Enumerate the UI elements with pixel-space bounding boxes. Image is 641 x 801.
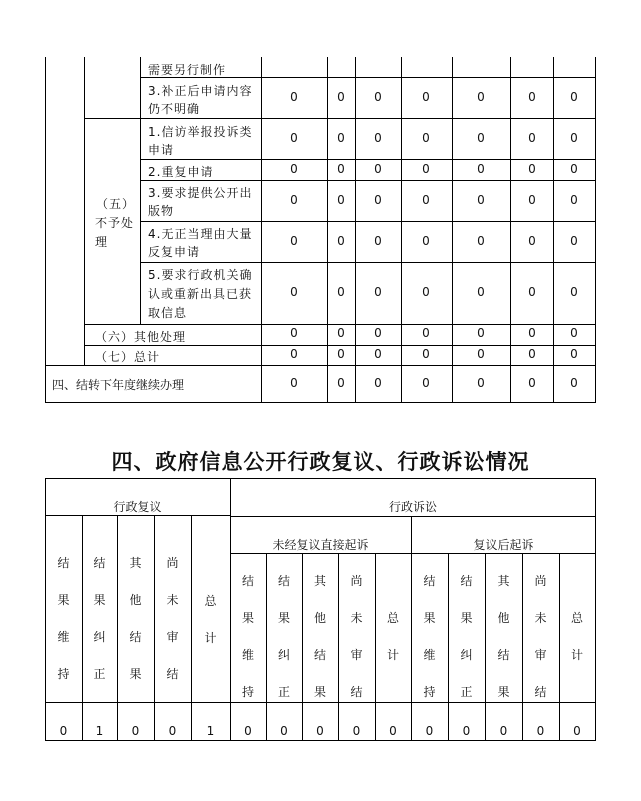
table1-cell: 0 bbox=[422, 193, 430, 207]
table1-cell: 0 bbox=[570, 326, 578, 340]
table1-cell: 0 bbox=[528, 234, 536, 248]
litigation-col-header: 总 计 bbox=[386, 611, 399, 662]
row-label-massive: 4.无正当理由大量反复申请 bbox=[148, 227, 253, 259]
table2-cell: 0 bbox=[425, 724, 434, 738]
table1-cell: 0 bbox=[528, 162, 536, 176]
table1-cell: 0 bbox=[528, 326, 536, 340]
litigation-col-header: 其 他 结 果 bbox=[313, 574, 326, 699]
table1-cell: 0 bbox=[422, 162, 430, 176]
table1-cell: 0 bbox=[374, 90, 382, 104]
table1-cell: 0 bbox=[422, 326, 430, 340]
row-label-unclear: 3.补正后申请内容仍不明确 bbox=[148, 84, 253, 116]
table1-cell: 0 bbox=[528, 376, 536, 390]
table1-cell: 0 bbox=[528, 285, 536, 299]
table1-cell: 0 bbox=[422, 376, 430, 390]
table1-cell: 0 bbox=[477, 376, 485, 390]
table1-cell: 0 bbox=[477, 193, 485, 207]
row-label-carryover: 四、结转下年度继续办理 bbox=[52, 378, 185, 392]
table1-cell: 0 bbox=[374, 162, 382, 176]
table1-cell: 0 bbox=[528, 131, 536, 145]
table1-cell: 0 bbox=[374, 285, 382, 299]
table1-cell: 0 bbox=[290, 376, 298, 390]
table2-cell: 0 bbox=[244, 724, 252, 738]
table1-cell: 0 bbox=[290, 131, 298, 145]
table1-cell: 0 bbox=[477, 90, 485, 104]
table2-cell: 0 bbox=[462, 724, 471, 738]
review-col-header: 结 果 维 持 bbox=[57, 556, 70, 681]
table1-cell: 0 bbox=[570, 347, 578, 361]
row-label-need-produce: 需要另行制作 bbox=[148, 63, 227, 77]
table1-cell: 0 bbox=[290, 90, 298, 104]
group-label-5: （五） bbox=[96, 197, 136, 211]
table2-cell: 0 bbox=[168, 724, 177, 738]
table2-cell: 0 bbox=[536, 724, 545, 738]
table1-cell: 0 bbox=[290, 234, 298, 248]
table1-cell: 0 bbox=[528, 347, 536, 361]
row-label-other: （六）其他处理 bbox=[95, 330, 187, 344]
table1-cell: 0 bbox=[528, 193, 536, 207]
table2-cell: 1 bbox=[95, 724, 104, 738]
table1-cell: 0 bbox=[570, 162, 578, 176]
table1-cell: 0 bbox=[422, 285, 430, 299]
table2-cell: 1 bbox=[206, 724, 215, 738]
table1-cell: 0 bbox=[374, 347, 382, 361]
table2-cell: 0 bbox=[573, 724, 581, 738]
table1-cell: 0 bbox=[477, 347, 485, 361]
table1-cell: 0 bbox=[477, 162, 485, 176]
table1-cell: 0 bbox=[337, 90, 345, 104]
review-col-header: 其 他 结 果 bbox=[129, 556, 142, 681]
table1-cell: 0 bbox=[570, 234, 578, 248]
row-label-total: （七）总计 bbox=[95, 350, 161, 364]
table2-cell: 0 bbox=[389, 724, 397, 738]
table1-cell: 0 bbox=[290, 193, 298, 207]
table2-cell: 0 bbox=[499, 724, 508, 738]
litigation-header: 行政诉讼 bbox=[388, 500, 437, 514]
table2-cell: 0 bbox=[59, 724, 68, 738]
litigation-col-header: 其 他 结 果 bbox=[497, 574, 510, 699]
litigation-col-header: 尚 未 审 结 bbox=[534, 574, 547, 699]
table1-cell: 0 bbox=[290, 347, 298, 361]
table2-cell: 0 bbox=[280, 724, 288, 738]
row-label-confirm: 5.要求行政机关确认或重新出具已获取信息 bbox=[148, 268, 253, 320]
table1-cell: 0 bbox=[477, 285, 485, 299]
table1-cell: 0 bbox=[570, 285, 578, 299]
litigation-col-header: 结 果 纠 正 bbox=[460, 574, 473, 699]
group-label-not-handled: 不予处理 bbox=[95, 216, 135, 249]
table1-cell: 0 bbox=[290, 162, 298, 176]
table1-cell: 0 bbox=[528, 90, 536, 104]
table1-cell: 0 bbox=[337, 326, 345, 340]
table1-cell: 0 bbox=[374, 131, 382, 145]
table1-cell: 0 bbox=[337, 285, 345, 299]
table1-cell: 0 bbox=[374, 376, 382, 390]
table1-cell: 0 bbox=[422, 234, 430, 248]
table1-cell: 0 bbox=[422, 131, 430, 145]
table1-cell: 0 bbox=[374, 234, 382, 248]
litigation-col-header: 尚 未 审 结 bbox=[350, 574, 363, 699]
litigation-col-header: 结 果 维 持 bbox=[423, 574, 436, 699]
table1-cell: 0 bbox=[337, 193, 345, 207]
table1-cell: 0 bbox=[374, 193, 382, 207]
row-label-petition: 1.信访举报投诉类申请 bbox=[148, 125, 253, 157]
row-label-repeat: 2.重复申请 bbox=[148, 165, 214, 179]
review-col-header: 总 计 bbox=[204, 594, 217, 645]
table1-cell: 0 bbox=[337, 347, 345, 361]
section-title: 四、政府信息公开行政复议、行政诉讼情况 bbox=[111, 450, 530, 474]
table1-cell: 0 bbox=[422, 347, 430, 361]
review-col-header: 结 果 纠 正 bbox=[93, 556, 106, 681]
direct-suit-header: 未经复议直接起诉 bbox=[272, 538, 369, 552]
table1-cell: 0 bbox=[570, 131, 578, 145]
litigation-col-header: 总 计 bbox=[570, 611, 583, 662]
table1-cell: 0 bbox=[477, 326, 485, 340]
table1-cell: 0 bbox=[337, 131, 345, 145]
litigation-col-header: 结 果 维 持 bbox=[241, 574, 254, 699]
table1-cell: 0 bbox=[337, 376, 345, 390]
table1-cell: 0 bbox=[570, 193, 578, 207]
table2-cell: 0 bbox=[352, 724, 361, 738]
table1-cell: 0 bbox=[337, 234, 345, 248]
table1-cell: 0 bbox=[570, 376, 578, 390]
table1-cell: 0 bbox=[422, 90, 430, 104]
table1-cell: 0 bbox=[477, 234, 485, 248]
table1-cell: 0 bbox=[570, 90, 578, 104]
row-label-publication: 3.要求提供公开出版物 bbox=[148, 186, 253, 218]
review-col-header: 尚 未 审 结 bbox=[166, 556, 179, 681]
table2-cell: 0 bbox=[131, 724, 140, 738]
table1-cell: 0 bbox=[477, 131, 485, 145]
table1-cell: 0 bbox=[374, 326, 382, 340]
after-review-header: 复议后起诉 bbox=[473, 538, 534, 552]
table1-cell: 0 bbox=[290, 326, 298, 340]
review-header: 行政复议 bbox=[113, 500, 162, 514]
litigation-col-header: 结 果 纠 正 bbox=[277, 574, 290, 699]
table1-cell: 0 bbox=[290, 285, 298, 299]
table2-cell: 0 bbox=[316, 724, 324, 738]
table1-cell: 0 bbox=[337, 162, 345, 176]
